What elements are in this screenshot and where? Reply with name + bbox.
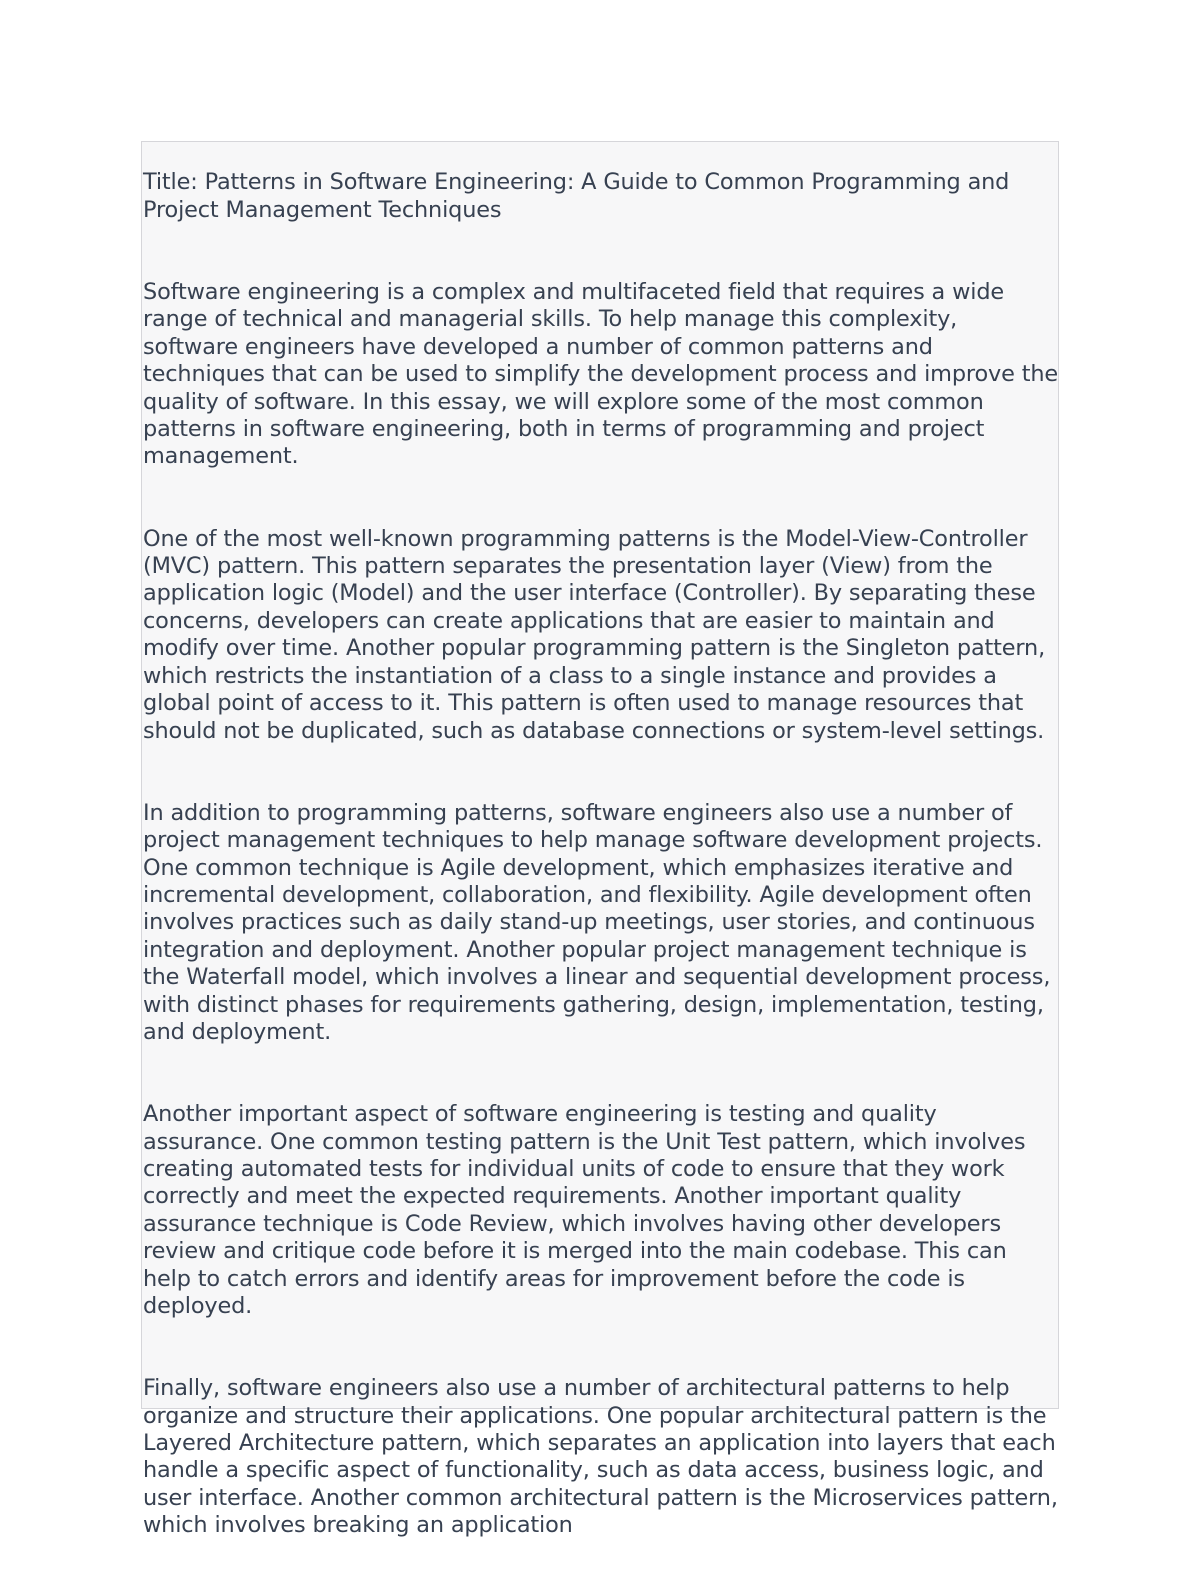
essay-title: Title: Patterns in Software Engineering: A Guide to Common Programming and Project Management Techniques xyxy=(143,169,1010,223)
essay-paragraph-2: One of the most well-known programming patterns is the Model-View-Controller (MVC) pattern. This pattern separates the presentation layer (View) from the application logic (Model) and the user interface (Controller). By separating these concerns, developers can create applications that are easier to maintain and modify over time. Another popular programming pattern is the Singleton pattern, which restricts the instantiation of a class to a single instance and provides a global point of access to it. This pattern is often used to manage resources that should not be duplicated, such as database connections or system-level settings. xyxy=(143,525,1046,744)
essay-paragraph-3: In addition to programming patterns, software engineers also use a number of project management techniques to help manage software development projects. One common technique is Agile development, which emphasizes iterative and incremental development, collaboration, and flexibility. Agile development often involves practices such as daily stand-up meetings, user stories, and continuous integration and deployment. Another popular project management technique is the Waterfall model, which involves a linear and sequential development process, with distinct phases for requirements gathering, design, implementation, testing, and deployment. xyxy=(143,799,1051,1045)
essay-paragraph-5: Finally, software engineers also use a number of architectural patterns to help organize and structure their applications. One popular architectural pattern is the Layered Architecture pattern, which separates an application into layers that each handle a specific aspect of functionality, such as data access, business logic, and user interface. Another common architectural pattern is the Microservices pattern, which involves breaking an application xyxy=(143,1375,1058,1539)
essay-paragraph-1: Software engineering is a complex and multifaceted field that requires a wide range of technical and managerial skills. To help manage this complexity, software engineers have developed a number of common patterns and techniques that can be used to simplify the development process and improve the quality of software. In this essay, we will explore some of the most common patterns in software engineering, both in terms of programming and project management. xyxy=(143,279,1059,470)
essay-body xyxy=(143,142,1058,1594)
essay-paragraph-4: Another important aspect of software engineering is testing and quality assurance. One common testing pattern is the Unit Test pattern, which involves creating automated tests for individual units of code to ensure that they work correctly and meet the expected requirements. Another important quality assurance technique is Code Review, which involves having other developers review and critique code before it is merged into the main codebase. This can help to catch errors and identify areas for improvement before the code is deployed. xyxy=(143,1101,1026,1319)
essay-text-box xyxy=(141,141,1059,1539)
